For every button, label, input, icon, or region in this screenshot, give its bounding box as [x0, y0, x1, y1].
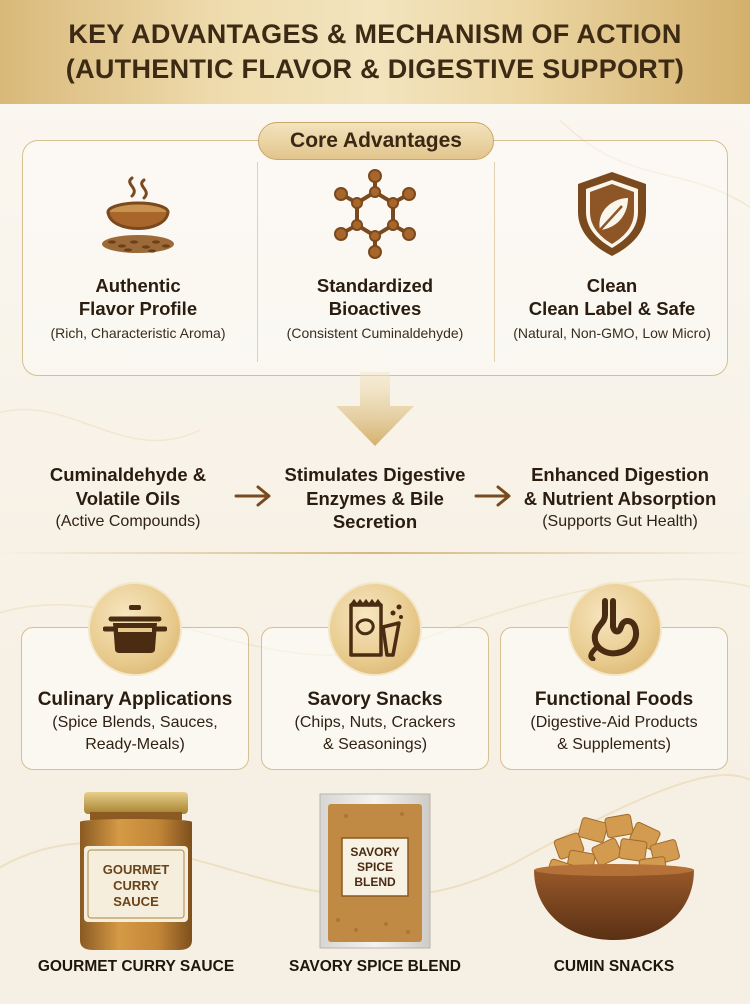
pack-label-line: SPICE: [356, 860, 394, 874]
core-item-subtitle: (Consistent Cuminaldehyde): [286, 325, 464, 341]
core-divider: [494, 162, 495, 362]
mechanism-step-title: Enhanced Digestion: [531, 464, 709, 485]
jar-label-line: CURRY: [113, 878, 159, 893]
core-item-title: Clean Label & Safe: [528, 298, 696, 319]
mechanism-step-title: Secretion: [332, 511, 418, 532]
core-item-title: Standardized: [316, 275, 434, 296]
cumin-bowl-icon: [92, 168, 184, 260]
mechanism-step-title: & Nutrient Absorption: [523, 487, 717, 509]
shield-leaf-icon: [566, 168, 658, 260]
application-title: Functional Foods: [534, 689, 694, 710]
molecule-icon: [329, 168, 421, 260]
mechanism-step-title: Volatile Oils: [75, 487, 181, 509]
mechanism-step-subtitle: (Supports Gut Health): [542, 513, 698, 530]
core-item-clean-label: [496, 168, 728, 343]
product-label-cumin-snacks: CUMIN SNACKS: [553, 958, 675, 975]
application-subtitle: & Supplements): [557, 736, 671, 753]
core-advantages-title: Core Advantages: [258, 122, 494, 160]
application-subtitle: Ready-Meals): [85, 736, 185, 753]
application-subtitle: (Chips, Nuts, Crackers: [294, 714, 456, 731]
stomach-icon: [583, 597, 647, 661]
application-text-functional: [500, 688, 728, 756]
curry-sauce-jar-image: [68, 790, 204, 952]
application-subtitle: (Digestive-Aid Products: [530, 714, 698, 731]
section-divider: [0, 552, 750, 554]
application-title: Savory Snacks: [307, 689, 443, 710]
arrow-right-icon: [474, 484, 512, 508]
page-header: [0, 0, 750, 104]
product-label-curry-sauce: GOURMET CURRY SAUCE: [37, 958, 235, 975]
down-arrow-icon: [330, 372, 420, 448]
snack-bag-icon: [343, 597, 407, 661]
core-item-bioactives: [259, 168, 491, 343]
core-item-subtitle: (Natural, Non-GMO, Low Micro): [513, 325, 711, 341]
arrow-right-icon: [234, 484, 272, 508]
core-item-title: Flavor Profile: [78, 298, 198, 319]
core-item-title: Clean: [586, 275, 638, 296]
mechanism-step-title: Cuminaldehyde &: [49, 464, 207, 485]
application-text-culinary: [21, 688, 249, 756]
mechanism-step-compounds: [28, 463, 228, 533]
application-subtitle: (Spice Blends, Sauces,: [52, 714, 218, 731]
mechanism-step-title: Enzymes & Bile: [306, 487, 444, 509]
jar-label-line: GOURMET: [102, 862, 170, 877]
mechanism-step-title: Stimulates Digestive: [284, 464, 466, 485]
core-item-title: Bioactives: [328, 298, 422, 319]
application-icon-badge: [568, 582, 662, 676]
core-item-flavor: [22, 168, 254, 343]
application-icon-badge: [88, 582, 182, 676]
cooking-pot-icon: [103, 601, 167, 657]
application-title: Culinary Applications: [37, 689, 233, 710]
application-subtitle: & Seasonings): [322, 736, 428, 753]
header-title-line1: KEY ADVANTAGES & MECHANISM OF ACTION: [68, 19, 682, 49]
pack-label-line: BLEND: [354, 875, 396, 889]
application-text-snacks: [261, 688, 489, 756]
mechanism-step-stimulation: [272, 463, 478, 534]
jar-label-line: SAUCE: [113, 894, 159, 909]
cumin-snacks-bowl-image: [528, 808, 700, 948]
application-icon-badge: [328, 582, 422, 676]
mechanism-step-subtitle: (Active Compounds): [55, 513, 201, 530]
product-label-spice-blend: SAVORY SPICE BLEND: [289, 958, 461, 975]
core-item-title: Authentic: [95, 275, 181, 296]
pack-label-line: SAVORY: [350, 845, 400, 859]
mechanism-step-outcome: [510, 463, 730, 533]
core-item-subtitle: (Rich, Characteristic Aroma): [50, 325, 226, 341]
spice-blend-pack-image: [316, 790, 434, 952]
core-divider: [257, 162, 258, 362]
header-title-line2: (AUTHENTIC FLAVOR & DIGESTIVE SUPPORT): [65, 54, 685, 84]
